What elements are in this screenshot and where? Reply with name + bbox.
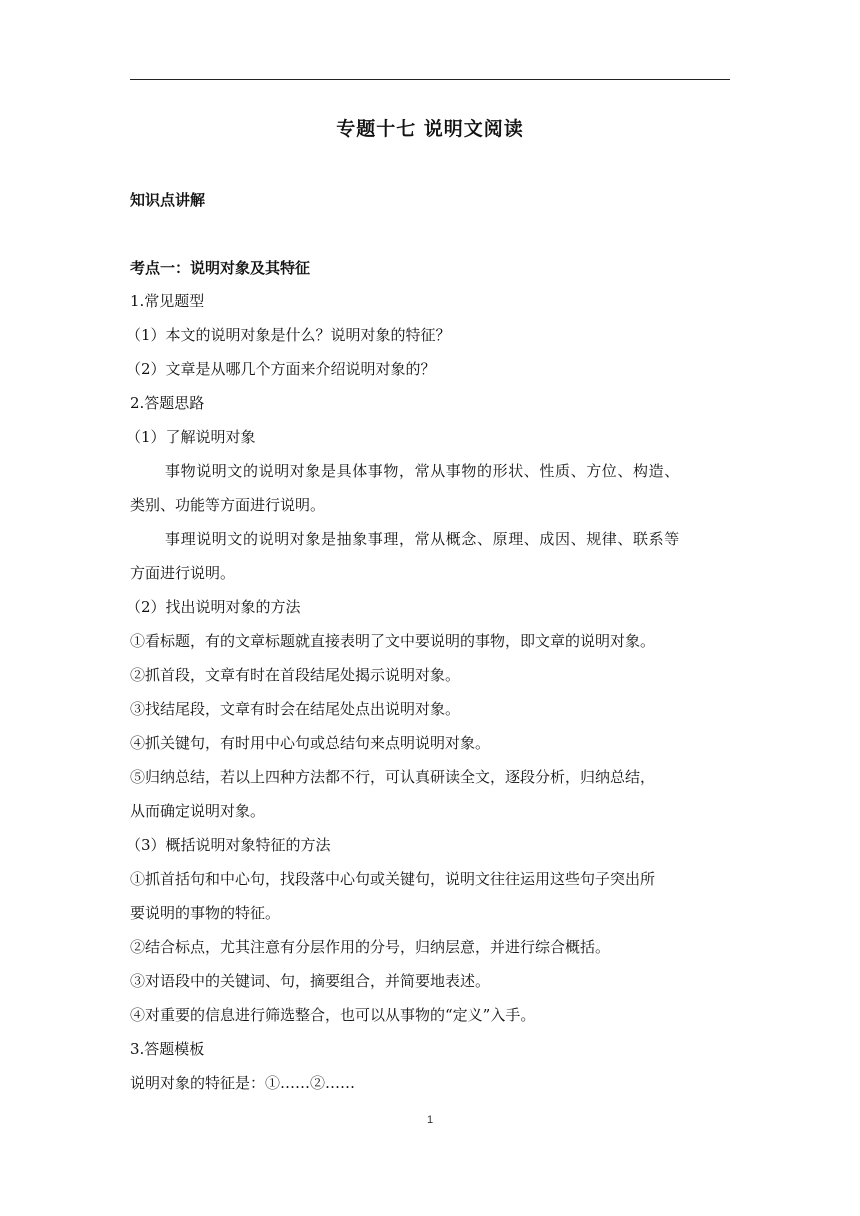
text-line: （2）文章是从哪几个方面来介绍说明对象的？ [126, 360, 436, 378]
page-number: 1 [426, 1114, 434, 1126]
text-line: ③找结尾段，文章有时会在结尾处点出说明对象。 [130, 700, 461, 718]
text-line: ④抓关键句，有时用中心句或总结句来点明说明对象。 [130, 734, 491, 752]
text-line: ⑤归纳总结，若以上四种方法都不行，可认真研读全文，逐段分析，归纳总结， [130, 768, 656, 786]
text-line: ①看标题，有的文章标题就直接表明了文中要说明的事物，即文章的说明对象。 [130, 632, 656, 650]
text-line: ②结合标点，尤其注意有分层作用的分号，归纳层意，并进行综合概括。 [130, 938, 611, 956]
text-line: （3）概括说明对象特征的方法 [126, 836, 331, 854]
text-line: 事物说明文的说明对象是具体事物，常从事物的形状、性质、方位、构造、 [165, 462, 680, 480]
text-line: （1）本文的说明对象是什么？说明对象的特征？ [126, 326, 451, 344]
text-line: 从而确定说明对象。 [130, 802, 266, 820]
text-line: 说明对象的特征是：①……②…… [130, 1074, 356, 1092]
text-line: 要说明的事物的特征。 [130, 904, 281, 922]
page-title: 专题十七 说明文阅读 [336, 118, 524, 140]
text-line: 类别、功能等方面进行说明。 [130, 496, 326, 514]
section-heading: 知识点讲解 [130, 191, 206, 209]
text-line: 1.常见题型 [130, 292, 205, 310]
text-line: 方面进行说明。 [130, 564, 236, 582]
text-line: ④对重要的信息进行筛选整合，也可以从事物的“定义”入手。 [130, 1006, 536, 1024]
text-line: （2）找出说明对象的方法 [126, 598, 301, 616]
header-rule [130, 79, 730, 80]
text-line: ③对语段中的关键词、句，摘要组合，并简要地表述。 [130, 972, 491, 990]
text-line: （1）了解说明对象 [126, 428, 256, 446]
text-line: 事理说明文的说明对象是抽象事理，常从概念、原理、成因、规律、联系等 [165, 530, 680, 548]
text-line: 2.答题思路 [130, 394, 205, 412]
kaodian-heading: 考点一：说明对象及其特征 [130, 259, 311, 277]
text-line: ①抓首括句和中心句，找段落中心句或关键句，说明文往往运用这些句子突出所 [130, 870, 656, 888]
text-line: ②抓首段，文章有时在首段结尾处揭示说明对象。 [130, 666, 461, 684]
text-line: 3.答题模板 [130, 1040, 205, 1058]
